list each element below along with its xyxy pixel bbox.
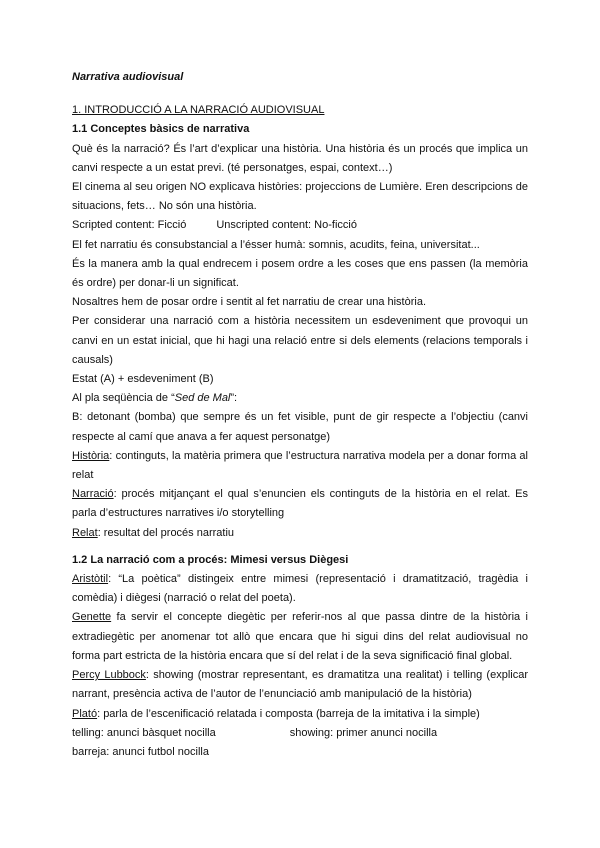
unscripted-text: Unscripted content: No-ficció: [216, 219, 357, 232]
paragraph-fet-narratiu: El fet narratiu és consubstancial a l’ésser humà: somnis, acudits, feina, universitat...: [72, 238, 480, 251]
film-title: Sed de Mal: [174, 392, 231, 405]
paragraph-telling-showing: [72, 724, 528, 743]
def-genette: fa servir el concepte diegètic per referir-nos al que passa dintre de la història i extradiegètic per anomenar tot allò que encara que hi sigui dins del relat audiovisual no forma part estricta de la història encara que sí del relat i de la seva significació final global.: [72, 611, 528, 662]
paragraph-aristotil: [72, 570, 528, 608]
paragraph-plato: [72, 705, 528, 724]
paragraph-lubbock: [72, 666, 528, 704]
paragraph-historia-def: [72, 447, 528, 485]
paragraph-narracio: Què és la narració? És l’art d’explicar una història. Una història és un procés que implica un canvi respecte a un estat previ. (té personatges, espai, context…): [72, 142, 528, 174]
document-title: Narrativa audiovisual: [72, 71, 184, 83]
subsection-heading-1-1: 1.1 Conceptes bàsics de narrativa: [72, 123, 250, 136]
paragraph-pla-sequencia: [72, 389, 528, 408]
telling-text: telling: anunci bàsquet nocilla: [72, 726, 216, 739]
paragraph-ordre: Nosaltres hem de posar ordre i sentit al fet narratiu de crear una història.: [72, 296, 427, 309]
paragraph-historia-condicions: Per considerar una narració com a història necessitem un esdeveniment que provoqui un canvi en un estat inicial, que hi hagi una relació entre si dels elements (relacions temporals i causals): [72, 315, 528, 366]
term-aristotil: Aristòtil: [72, 573, 109, 586]
term-narracio: Narració: [72, 488, 114, 501]
def-historia: : continguts, la matèria primera que l’estructura narrativa modela per a donar forma al relat: [72, 449, 528, 482]
paragraph-manera: És la manera amb la qual endrecem i posem ordre a les coses que ens passen (la memòria és ordre) per donar-li un significat.: [72, 257, 528, 290]
paragraph-estat: Estat (A) + esdeveniment (B): [72, 373, 214, 386]
showing-text: showing: primer anunci nocilla: [289, 726, 438, 739]
term-plato: Plató: [72, 707, 98, 720]
paragraph-cinema: El cinema al seu origen NO explicava històries: projeccions de Lumière. Eren descripcions de situacions, fets… No són una història.: [72, 181, 528, 213]
paragraph-barreja: barreja: anunci futbol nocilla: [72, 745, 209, 758]
def-lubbock: : showing (mostrar representant, es dramatitza una realitat) i telling (explicar narrant, presència activa de l’autor de l’enunciació amb manipulació de la història): [72, 669, 528, 701]
term-lubbock: Percy Lubbock: [72, 669, 146, 682]
paragraph-relat-def: [72, 524, 528, 543]
def-aristotil: : “La poètica” distingeix entre mimesi (representació i dramatització, tragèdia i comèdia) i diègesi (narració o relat del poeta).: [72, 573, 528, 605]
pla-sequencia-post: ”:: [230, 392, 238, 405]
paragraph-narracio-def: [72, 485, 528, 523]
scripted-text: Scripted content: Ficció: [72, 219, 187, 232]
term-relat: Relat: [72, 526, 98, 539]
def-relat: : resultat del procés narratiu: [97, 526, 235, 539]
subsection-heading-1-2: 1.2 La narració com a procés: Mimesi versus Diègesi: [72, 553, 349, 566]
paragraph-content-types: [72, 216, 528, 235]
term-historia: Història: [72, 449, 110, 462]
paragraph-genette: [72, 608, 528, 666]
term-genette: Genette: [72, 611, 112, 624]
document-page: [72, 68, 528, 762]
section-heading-1: 1. INTRODUCCIÓ A LA NARRACIÓ AUDIOVISUAL: [72, 104, 325, 117]
pla-sequencia-pre: Al pla seqüència de “: [72, 392, 175, 405]
def-plato: : parla de l’escenificació relatada i composta (barreja de la imitativa i la simple): [97, 707, 480, 720]
paragraph-detonant: B: detonant (bomba) que sempre és un fet visible, punt de gir respecte a l’objectiu (canvi respecte al camí que anava a fer aquest personatge): [72, 411, 528, 443]
def-narracio: : procés mitjançant el qual s’enuncien els continguts de la història en el relat. Es parla d’estructures narratives i/o storytelling: [72, 488, 528, 520]
